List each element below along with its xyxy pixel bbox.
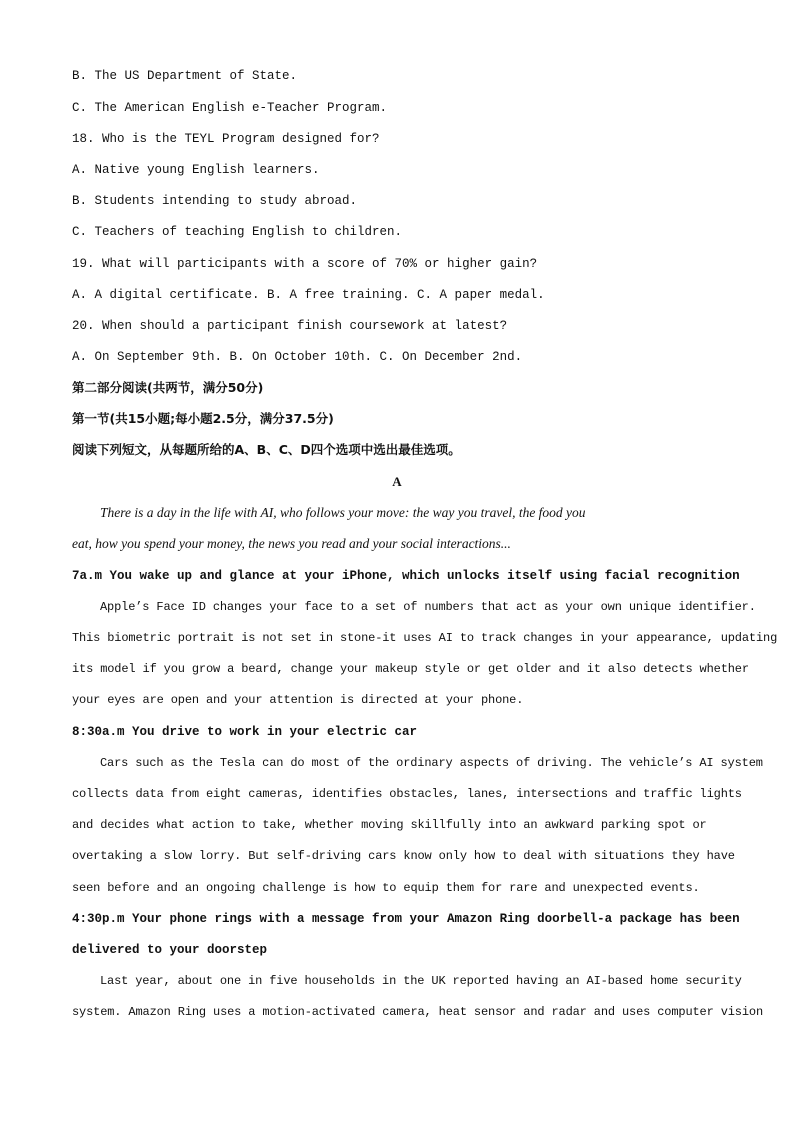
q18-option-c: C. Teachers of teaching English to children. bbox=[72, 225, 403, 239]
paragraph-line: Cars such as the Tesla can do most of the ordinary aspects of driving. The vehicle’s AI system bbox=[100, 756, 763, 770]
q17-option-b: B. The US Department of State. bbox=[72, 69, 298, 83]
q17-option-c: C. The American English e-Teacher Program. bbox=[72, 101, 388, 115]
passage-intro-line: eat, how you spend your money, the news you read and your social interactions... bbox=[72, 536, 511, 551]
part-title: 第二部分阅读(共两节，满分50分) bbox=[72, 380, 264, 395]
paragraph-line: system. Amazon Ring uses a motion-activated camera, heat sensor and radar and uses computer vision bbox=[72, 1005, 764, 1019]
section-heading-430pm-cont: delivered to your doorstep bbox=[72, 943, 268, 957]
passage-intro-line: There is a day in the life with AI, who follows your move: the way you travel, the food you bbox=[100, 505, 586, 520]
section-heading-830am: 8:30a.m You drive to work in your electric car bbox=[72, 725, 418, 739]
passage-label: A bbox=[392, 474, 402, 489]
q20-options: A. On September 9th. B. On October 10th. C. On December 2nd. bbox=[72, 350, 523, 364]
q18-option-b: B. Students intending to study abroad. bbox=[72, 194, 358, 208]
paragraph-line: seen before and an ongoing challenge is how to equip them for rare and unexpected events. bbox=[72, 881, 700, 895]
q19-question: 19. What will participants with a score of 70% or higher gain? bbox=[72, 257, 538, 271]
q18-option-a: A. Native young English learners. bbox=[72, 163, 320, 177]
q19-options: A. A digital certificate. B. A free training. C. A paper medal. bbox=[72, 288, 545, 302]
paragraph-line: its model if you grow a beard, change your makeup style or get older and it also detects whether bbox=[72, 662, 749, 676]
paragraph-line: Last year, about one in five households in the UK reported having an AI-based home security bbox=[100, 974, 742, 988]
section-instruction: 阅读下列短文，从每题所给的A、B、C、D四个选项中选出最佳选项。 bbox=[72, 442, 461, 457]
paragraph-line: your eyes are open and your attention is directed at your phone. bbox=[72, 693, 524, 707]
q18-question: 18. Who is the TEYL Program designed for? bbox=[72, 132, 380, 146]
paragraph-line: This biometric portrait is not set in stone-it uses AI to track changes in your appearance, updating bbox=[72, 631, 778, 645]
q20-question: 20. When should a participant finish coursework at latest? bbox=[72, 319, 508, 333]
paragraph-line: Apple’s Face ID changes your face to a set of numbers that act as your own unique identifier. bbox=[100, 600, 756, 614]
section-heading-430pm: 4:30p.m Your phone rings with a message from your Amazon Ring doorbell-a package has been bbox=[72, 912, 740, 926]
section-heading-7am: 7a.m You wake up and glance at your iPhone, which unlocks itself using facial recognition bbox=[72, 569, 740, 583]
paragraph-line: overtaking a slow lorry. But self-driving cars know only how to deal with situations they have bbox=[72, 849, 735, 863]
paragraph-line: collects data from eight cameras, identifies obstacles, lanes, intersections and traffic lights bbox=[72, 787, 742, 801]
section-subtitle: 第一节(共15小题;每小题2.5分，满分37.5分) bbox=[72, 411, 334, 426]
paragraph-line: and decides what action to take, whether moving skillfully into an awkward parking spot or bbox=[72, 818, 707, 832]
